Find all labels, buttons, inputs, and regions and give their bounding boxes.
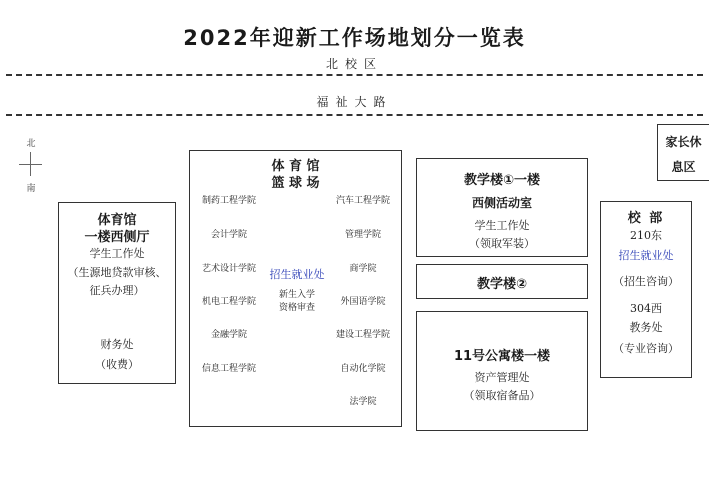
college-right: 商学院 <box>349 264 377 274</box>
campus-hq-note-1: （招生咨询） <box>613 275 679 288</box>
compass-horizontal-line <box>19 164 42 165</box>
college-right: 自动化学院 <box>340 364 386 374</box>
basketball-court-box <box>189 150 402 427</box>
college-left: 会计学院 <box>210 230 247 240</box>
teaching1-title-1: 教学楼①一楼 <box>463 173 540 188</box>
dorm11-office: 资产管理处 <box>474 371 530 384</box>
college-left: 信息工程学院 <box>201 364 256 374</box>
college-right: 汽车工程学院 <box>335 196 390 206</box>
campus-hq-admissions-office: 招生就业处 <box>618 249 674 262</box>
page-title: 2022年迎新工作场地划分一览表 <box>183 26 526 50</box>
campus-hq-box <box>600 201 692 378</box>
teaching1-title-2: 西侧活动室 <box>471 196 532 210</box>
college-left: 机电工程学院 <box>201 297 256 307</box>
college-left: 金融学院 <box>210 330 247 340</box>
teaching1-note: （领取军装） <box>469 237 535 250</box>
gym-west-title-2: 一楼西侧厅 <box>84 230 150 245</box>
campus-hq-room-2: 304西 <box>630 302 662 315</box>
college-left: 制药工程学院 <box>201 196 256 206</box>
parents-rest-area-box <box>657 124 709 181</box>
gym-west-office-2: 财务处 <box>100 338 134 351</box>
admission-check-note-1: 新生入学 <box>278 290 315 300</box>
road-line-bottom <box>6 114 703 116</box>
gym-west-note-3: （收费） <box>95 358 139 371</box>
compass-north-label: 北 <box>26 139 36 149</box>
gym-west-note-1: （生源地贷款审核、 <box>67 266 167 279</box>
teaching-building-2-box <box>416 264 588 299</box>
parents-line-2: 息区 <box>671 160 696 174</box>
road-line-top <box>6 74 703 76</box>
teaching-building-1-box <box>416 158 588 257</box>
dorm-11-box <box>416 311 588 431</box>
street-label: 福祉大路 <box>316 95 393 109</box>
basketball-title-2: 篮 球 场 <box>271 176 320 191</box>
campus-hq-note-2: （专业咨询） <box>613 342 679 355</box>
north-campus-label: 北校区 <box>325 57 383 71</box>
compass-south-label: 南 <box>26 184 36 194</box>
teaching2-title: 教学楼② <box>476 277 527 292</box>
college-left: 艺术设计学院 <box>201 264 256 274</box>
admission-check-note-2: 资格审查 <box>278 303 315 313</box>
admissions-office-label: 招生就业处 <box>269 268 325 281</box>
parents-line-1: 家长休 <box>665 135 702 149</box>
compass <box>16 136 46 196</box>
college-right: 管理学院 <box>344 230 381 240</box>
dorm11-note: （领取宿备品） <box>463 389 541 402</box>
gym-west-title-1: 体育馆 <box>97 213 137 228</box>
campus-hq-title: 校 部 <box>627 211 665 226</box>
campus-hq-room-1: 210东 <box>630 229 662 242</box>
dorm11-title: 11号公寓楼一楼 <box>453 349 551 364</box>
college-right: 建设工程学院 <box>335 330 390 340</box>
gym-west-note-2: 征兵办理） <box>89 284 145 297</box>
college-right: 法学院 <box>349 397 377 407</box>
college-right: 外国语学院 <box>340 297 386 307</box>
gym-west-hall-box <box>58 202 176 384</box>
gym-west-office-1: 学生工作处 <box>89 247 145 260</box>
teaching1-office: 学生工作处 <box>474 219 530 232</box>
campus-hq-office-2: 教务处 <box>629 321 663 334</box>
basketball-title-1: 体 育 馆 <box>271 159 320 174</box>
